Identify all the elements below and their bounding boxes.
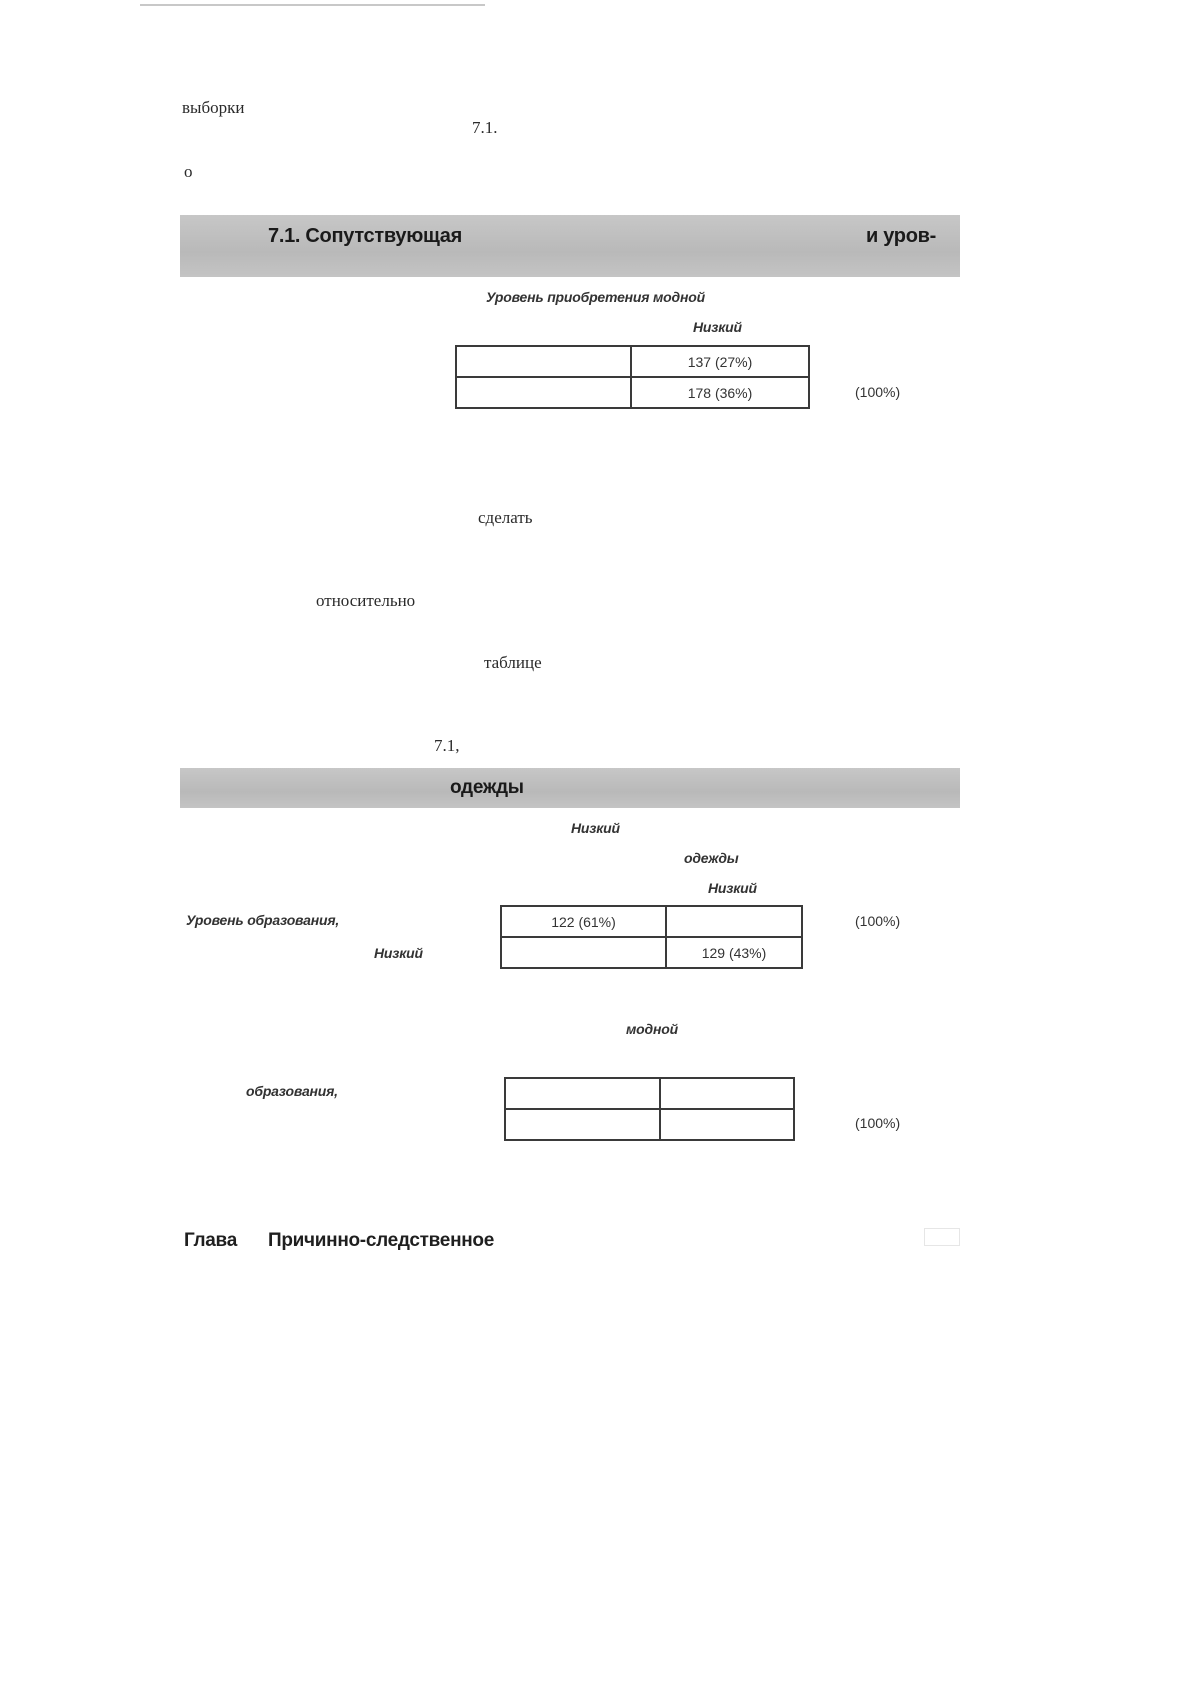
table2-col-header: Низкий [708,880,757,896]
table2-header-group: одежды [684,850,739,866]
table2-cell [501,937,666,968]
table2-grid [500,905,803,969]
table2-row-label-1: Уровень образования, [186,912,340,928]
table3-cell [660,1078,794,1109]
page-number-box [924,1228,960,1246]
table2-cell: 129 (43%) [666,937,802,968]
table2-cell: 122 (61%) [501,906,666,937]
table3-header-group: модной [626,1021,678,1037]
table1-cell [456,346,631,377]
table1-cell [456,377,631,408]
table-row [456,377,809,408]
table-row [456,346,809,377]
footer-title: Причинно-следственное [268,1230,494,1251]
table1-caption-right: и уров- [866,225,936,247]
table2-row-label-2: Низкий [374,945,423,961]
text-o: о [184,162,193,181]
table-row [501,906,802,937]
text-sdelat: сделать [478,508,533,527]
table3-cell [505,1109,660,1140]
table2-row-total: (100%) [855,913,901,929]
table1-caption-band [180,215,960,277]
table2-caption-band [180,768,960,808]
table1-caption-left: 7.1. Сопутствующая [268,225,462,247]
table-row [505,1078,794,1109]
text-vyborki: выборки [182,98,245,117]
table1-col-header: Низкий [693,319,742,335]
table3-cell [660,1109,794,1140]
text-tablitse: таблице [484,653,542,672]
table1-header-group: Уровень приобретения модной [486,289,705,305]
table3-grid [504,1077,795,1141]
top-rule [140,4,485,6]
text-ref-7-1-comma: 7.1, [434,736,460,755]
table2-subtitle: Низкий [571,820,620,836]
table3-cell [505,1078,660,1109]
table-row [501,937,802,968]
table-row [505,1109,794,1140]
table3-row-label: образования, [246,1083,338,1099]
table3-row-total: (100%) [855,1115,901,1131]
table1-cell: 137 (27%) [631,346,809,377]
table2-cell [666,906,802,937]
footer-chapter: Глава [184,1230,237,1251]
text-ref-7-1: 7.1. [472,118,498,137]
table1-row-total: (100%) [855,384,901,400]
text-otnositelno: относительно [316,591,416,610]
table1-grid [455,345,810,409]
table2-caption: одежды [450,777,524,798]
table1-cell: 178 (36%) [631,377,809,408]
